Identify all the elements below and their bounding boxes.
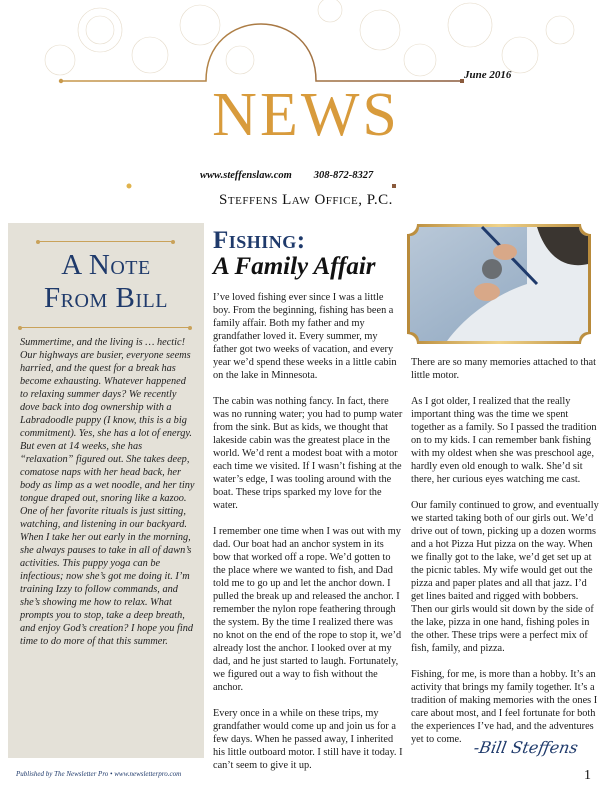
divider <box>38 241 173 242</box>
article-header <box>213 228 376 280</box>
paragraph: I remember one time when I was out with my dad. Our boat had an anchor system in its bow that worked off a rope. We’d gotten to the place where we wanted to fish, and Dad told me to go up and let the anchor down. I pulled the break up and released the anchor. I remember the nylon rope feathering through the system. By the time I realized there was no knot on the end of the rope to stop it, we’d already lost the anchor. I looked over at my dad, and he just started to laugh. Fortunately, we figured out a way to fish without the anchor. <box>213 526 402 693</box>
sidebar-title-line1: A Note <box>61 249 151 281</box>
article-column-2 <box>411 356 601 759</box>
note-from-bill-sidebar <box>8 223 204 758</box>
divider <box>20 327 190 328</box>
firm-name: Steffens Law Office, P.C. <box>219 192 393 208</box>
sidebar-title <box>8 249 204 315</box>
article-column-1 <box>213 291 403 785</box>
contact-line <box>200 170 373 181</box>
issue-date: June 2016 <box>464 69 512 81</box>
phone-number: 308-872-8327 <box>313 170 374 181</box>
website-link[interactable]: www.steffenslaw.com <box>200 170 292 181</box>
paragraph: As I got older, I realized that the really important thing was the time we spent together as a family. So I passed the tradition on to my kids. I can remember bank fishing with my oldest when she was preschool age, hardly even old enough to walk. She’d sit there, her curious eyes watching me cast. <box>411 396 597 485</box>
fishing-photo <box>407 224 591 344</box>
publisher-footer: Published by The Newsletter Pro • www.newsletterpro.com <box>16 770 182 778</box>
sidebar-body: Summertime, and the living is … hectic! Our highways are busier, everyone seems harried, and the quest for a break has become exhausting. Whatever happened to relaxing summer days? We recently dove back into dog ownership with a Labradoodle puppy (I know, this is a big commitment). Yes, she has a lot of energy. But even at 14 weeks, she has “relaxation” figured out. She takes deep, comatose naps with her head back, her body as limp as a wet noodle, and her tiny tongue draped out, snoring like a kazoo. One of her favorite rituals is just sitting, watching, and listening in our backyard. When I take her out early in the morning, she always pauses to take in all of dawn’s activities. This puppy yoga can be infectious; now she’s got me doing it. I’m training Izzy to follow commands, and she’s showing me how to relax. What prompts you to stop, take a deep breath, and enjoy God’s creation? I hope you find time to do more of that this summer. <box>20 337 195 647</box>
author-signature: -Bill Steffens <box>472 738 580 757</box>
newsletter-title: NEWS <box>212 81 400 149</box>
page-number: 1 <box>584 768 591 783</box>
article-kicker: Fishing: <box>213 227 306 254</box>
paragraph: Our family continued to grow, and eventually we started taking both of our girls out. We’d drive out of town, picking up a dozen worms and a hot Pizza Hut pizza on the way. When we finally got to the lake, we’d get set up at the picnic tables. My wife would get out the pizza and paper plates and all that jazz. I’d get lines baited and rigged with bobbers. Then our girls would sit down by the side of the lake, pizza in one hand, fishing poles in the other. These trips were a perfect mix of fish, family, and pizza. <box>411 500 599 654</box>
paragraph: I’ve loved fishing ever since I was a little boy. From the beginning, fishing has been a family affair. Both my father and my grandfather loved it. Every summer, my father got two weeks of vacation, and every year we’d spend these weeks in a little cabin on the lake in Minnesota. <box>213 292 397 381</box>
paragraph: Every once in a while on these trips, my grandfather would come up and join us for a few days. When he passed away, I inherited his little outboard motor. I still have it today. I can’t seem to give it up. <box>213 708 403 771</box>
article-headline: A Family Affair <box>213 253 376 280</box>
paragraph: The cabin was nothing fancy. In fact, there was no running water; you had to pump water from the sink. But as kids, we thought that lakeside cabin was the greatest place in the world. We’d rent a modest boat with a motor each time we visited. If I wasn’t fishing at the water’s edge, I was tooling around with the boat. These trips sparked my love for the water. <box>213 396 403 511</box>
paragraph: Fishing, for me, is more than a hobby. It’s an activity that brings my family together. It’s a tradition of making memories with the ones I care about most, and I feel fortunate for both the experiences I’ve had, and the adventures yet to come. <box>411 669 598 745</box>
paragraph: There are so many memories attached to that little motor. <box>411 357 596 381</box>
sidebar-title-line2: From Bill <box>44 282 168 314</box>
